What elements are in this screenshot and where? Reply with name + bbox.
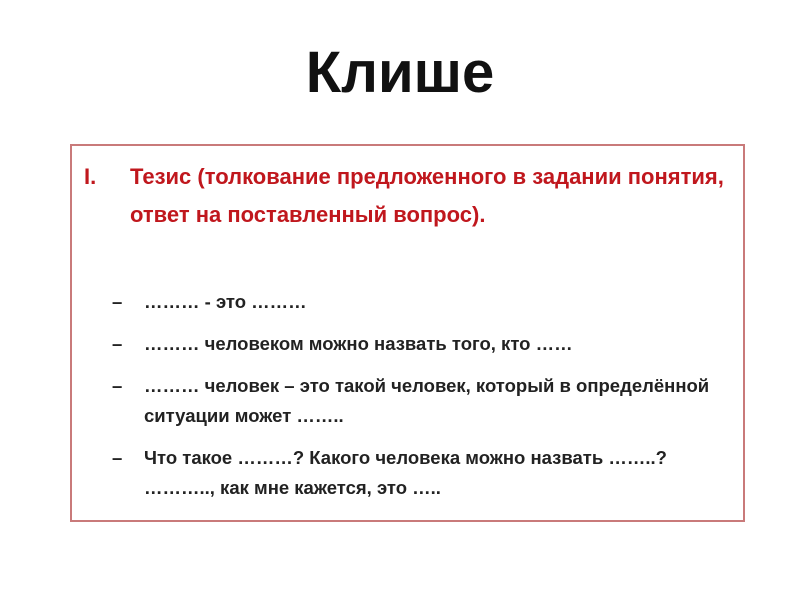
list-item-text: ……… - это ……… xyxy=(144,291,307,312)
dash-bullet: – xyxy=(112,447,123,468)
dash-bullet: – xyxy=(112,375,123,396)
section-number: I. xyxy=(84,164,97,189)
content-box xyxy=(70,144,745,522)
dash-bullet: – xyxy=(112,291,123,312)
section-heading-text: Тезис (толкование предложенного в задании понятия, ответ на поставленный вопрос). xyxy=(130,164,724,227)
dash-bullet: – xyxy=(112,333,123,354)
list-item-text: ……… человеком можно назвать того, кто …… xyxy=(144,333,573,354)
list-item xyxy=(112,287,733,317)
template-list xyxy=(112,287,733,515)
slide-title: Клише xyxy=(305,40,495,105)
section-heading xyxy=(84,158,733,234)
list-item xyxy=(112,329,733,359)
list-item xyxy=(112,443,733,503)
list-item-text: ……… человек – это такой человек, который в определённой ситуации может …….. xyxy=(144,375,710,426)
list-item-text: Что такое ………? Какого человека можно назвать ……..? ……….., как мне кажется, это ….. xyxy=(144,447,667,498)
list-item xyxy=(112,371,733,431)
